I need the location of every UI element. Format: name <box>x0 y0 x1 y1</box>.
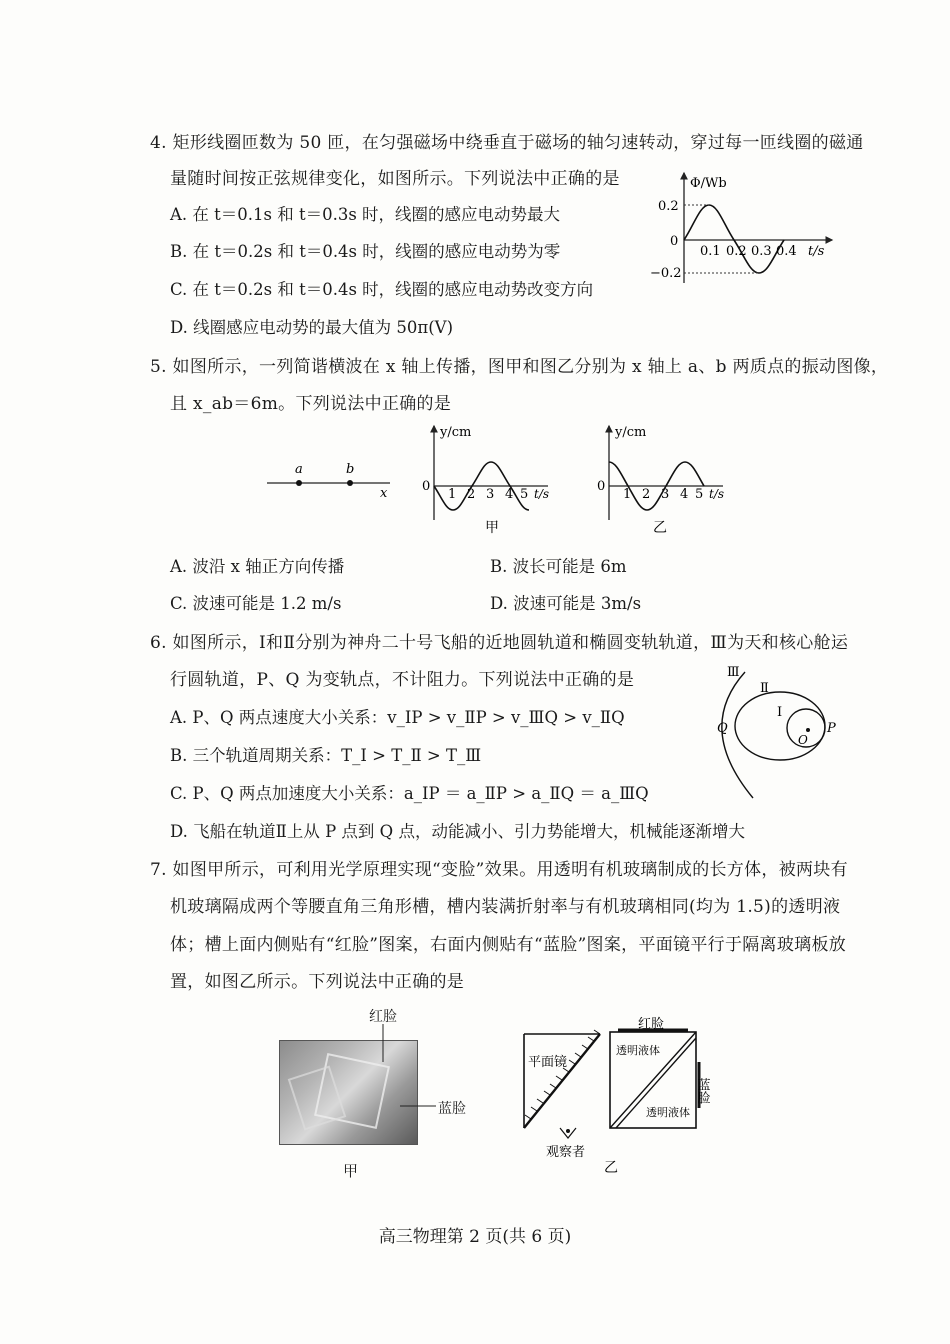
q4-xtick-1: 0.1 <box>700 244 721 259</box>
q6-stem-line2: 行圆轨道，P、Q 为变轨点，不计阻力。下列说法中正确的是 <box>170 670 635 690</box>
q4-option-c: C. 在 t＝0.2s 和 t＝0.4s 时，线圈的感应电动势改变方向 <box>170 280 594 299</box>
q5-yi-ylabel: y/cm <box>615 425 647 440</box>
q4-option-d: D. 线圈感应电动势的最大值为 50π(V) <box>170 318 454 337</box>
q4-option-a: A. 在 t＝0.1s 和 t＝0.3s 时，线圈的感应电动势最大 <box>170 205 561 224</box>
q5-yi-xtick-1: 1 <box>623 487 632 502</box>
q4-option-b: B. 在 t＝0.2s 和 t＝0.4s 时，线圈的感应电动势为零 <box>170 242 561 261</box>
q7-observer-label: 观察者 <box>546 1145 586 1160</box>
q7-stem-line1: 7. 如图甲所示，可利用光学原理实现“变脸”效果。用透明有机玻璃制成的长方体，被两块有 <box>150 860 848 880</box>
q5-stem-line2: 且 x_ab＝6m。下列说法中正确的是 <box>170 394 452 414</box>
q5-jia-xtick-1: 1 <box>448 487 457 502</box>
q5-option-c: C. 波速可能是 1.2 m/s <box>170 594 342 613</box>
q7-photo-blue-label: 蓝脸 <box>438 1101 466 1117</box>
q7-stem-line4: 置，如图乙所示。下列说法中正确的是 <box>170 972 465 992</box>
q6-label-q: Q <box>717 721 728 736</box>
q5-yi-xtick-5: 5 <box>695 487 704 502</box>
q7-red-label: 红脸 <box>638 1017 665 1032</box>
q4-xtick-3: 0.3 <box>751 244 772 259</box>
q4-ylabel: Φ/Wb <box>690 176 727 191</box>
q7-photo-red-label: 红脸 <box>369 1009 397 1025</box>
q4-xtick-2: 0.2 <box>726 244 747 259</box>
q5-yi-origin: 0 <box>597 479 606 494</box>
q6-option-a: A. P、Q 两点速度大小关系：v_ⅠP > v_ⅡP > v_ⅢQ > v_ⅡQ <box>170 708 625 727</box>
q6-label-p: P <box>827 721 836 736</box>
q4-flux-graph <box>640 165 840 290</box>
q5-option-b: B. 波长可能是 6m <box>490 557 627 576</box>
q5-jia-ylabel: y/cm <box>440 425 472 440</box>
q6-stem-line1: 6. 如图所示，Ⅰ和Ⅱ分别为神舟二十号飞船的近地圆轨道和椭圆变轨轨道，Ⅲ为天和核心舱运 <box>150 633 849 653</box>
q5-option-a: A. 波沿 x 轴正方向传播 <box>170 557 345 576</box>
q6-label-r2: Ⅱ <box>760 681 769 696</box>
q5-yi-xtick-2: 2 <box>642 487 651 502</box>
q4-stem-line1: 4. 矩形线圈匝数为 50 匝，在匀强磁场中绕垂直于磁场的轴匀速转动，穿过每一匝线圈的磁通 <box>150 133 864 153</box>
q5-jia-caption: 甲 <box>485 520 499 536</box>
q5-yi-xtick-4: 4 <box>680 487 689 502</box>
q6-label-r3: Ⅲ <box>727 665 740 680</box>
q4-xtick-4: 0.4 <box>776 244 797 259</box>
q4-xlabel: t/s <box>808 244 825 259</box>
q5-option-d: D. 波速可能是 3m/s <box>490 594 642 613</box>
q6-orbit-diagram <box>705 660 840 805</box>
q7-blue-label: 蓝脸 <box>694 1078 710 1104</box>
q5-jia-xtick-3: 3 <box>486 487 495 502</box>
q6-option-d: D. 飞船在轨道Ⅱ上从 P 点到 Q 点，动能减小、引力势能增大，机械能逐渐增大 <box>170 822 745 841</box>
q5-jia-xlabel: t/s <box>534 487 550 501</box>
q7-stem-line2: 机玻璃隔成两个等腰直角三角形槽，槽内装满折射率与有机玻璃相同(均为 1.5)的透明液 <box>170 897 841 917</box>
q4-origin: 0 <box>670 234 679 249</box>
q7-liquid-label-2: 透明液体 <box>646 1106 690 1119</box>
q6-option-c: C. P、Q 两点加速度大小关系：a_ⅠP ＝ a_ⅡP > a_ⅡQ ＝ a_ⅢQ <box>170 784 649 803</box>
q5-jia-xtick-2: 2 <box>467 487 476 502</box>
q4-ytick-neg: −0.2 <box>650 266 682 281</box>
q5-graph-jia <box>420 420 560 538</box>
q5-stem-line1: 5. 如图所示，一列简谐横波在 x 轴上传播，图甲和图乙分别为 x 轴上 a、b 两质点的振动图像， <box>150 357 889 377</box>
q7-diagram-caption: 乙 <box>604 1160 618 1175</box>
q5-x-axis-diagram <box>262 455 402 505</box>
q7-stem-line3: 体；槽上面内侧贴有“红脸”图案，右面内侧贴有“蓝脸”图案，平面镜平行于隔离玻璃板放 <box>170 935 847 955</box>
q5-jia-xtick-4: 4 <box>505 487 514 502</box>
q4-ytick-pos: 0.2 <box>658 199 679 214</box>
q5-point-b: b <box>346 462 355 477</box>
q7-optics-diagram <box>518 1010 723 1175</box>
q5-point-a: a <box>295 462 303 477</box>
q5-jia-xtick-5: 5 <box>520 487 529 502</box>
q5-axis-x: x <box>380 486 388 501</box>
q7-liquid-label-1: 透明液体 <box>616 1044 660 1057</box>
q4-stem-line2: 量随时间按正弦规律变化，如图所示。下列说法中正确的是 <box>170 169 620 189</box>
page-footer: 高三物理第 2 页(共 6 页) <box>378 1227 572 1247</box>
q7-photo-caption: 甲 <box>343 1162 359 1180</box>
q6-option-b: B. 三个轨道周期关系：T_Ⅰ > T_Ⅱ > T_Ⅲ <box>170 746 482 765</box>
q5-yi-xlabel: t/s <box>709 487 725 501</box>
q6-label-r1: Ⅰ <box>777 705 783 720</box>
q5-jia-origin: 0 <box>422 479 431 494</box>
q7-mirror-label: 平面镜 <box>528 1055 568 1070</box>
q5-graph-yi <box>595 420 735 538</box>
q6-label-o: O <box>798 733 808 747</box>
q5-yi-xtick-3: 3 <box>661 487 670 502</box>
q5-yi-caption: 乙 <box>653 520 667 536</box>
